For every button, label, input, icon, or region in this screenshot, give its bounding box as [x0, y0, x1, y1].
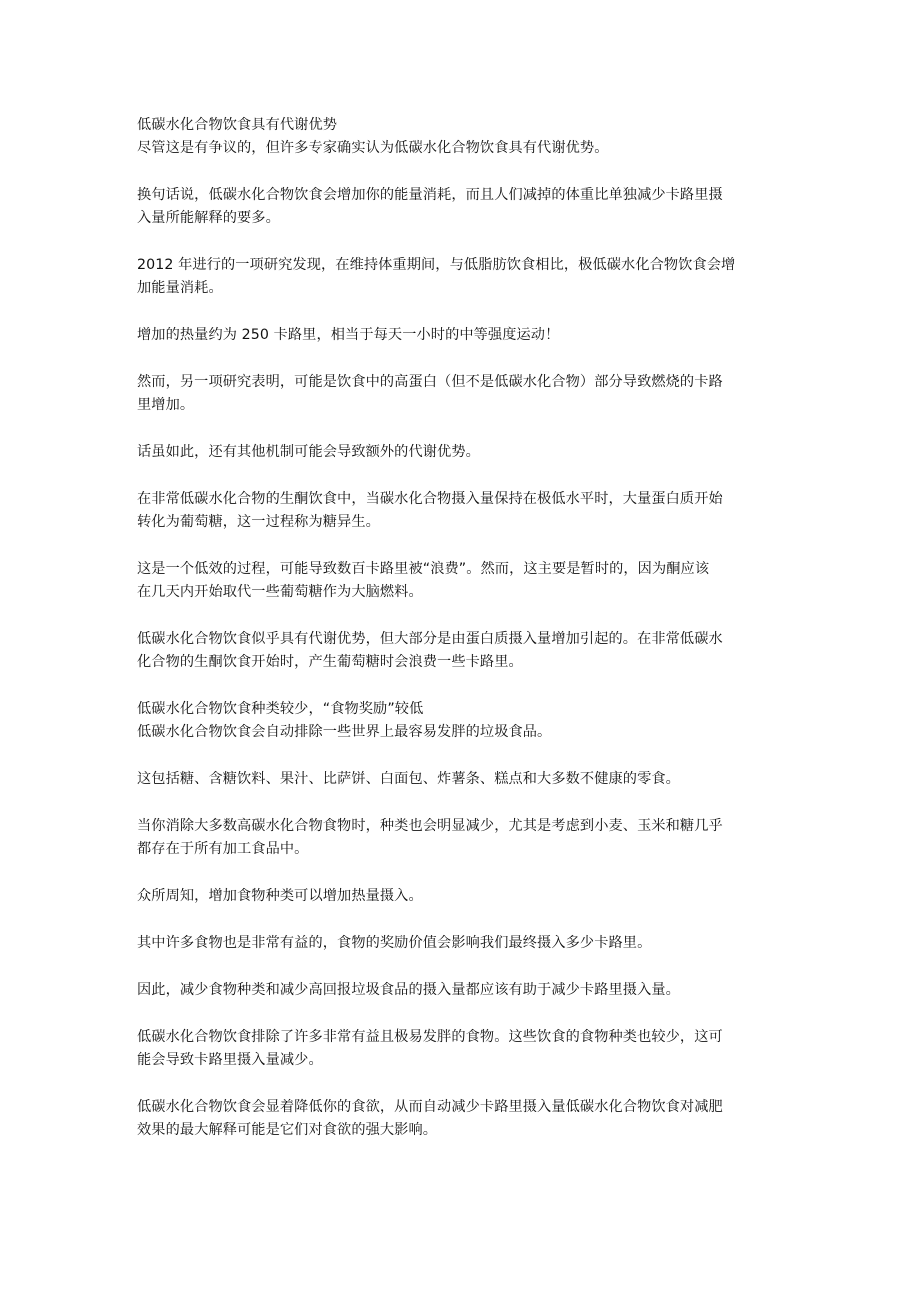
- paragraph: [137, 184, 787, 230]
- paragraph: [137, 558, 787, 604]
- paragraph: [137, 768, 787, 791]
- paragraph: [137, 932, 787, 955]
- text-line: 话虽如此，还有其他机制可能会导致额外的代谢优势。: [137, 444, 480, 460]
- text-line: 在几天内开始取代一些葡萄糖作为大脑燃料。: [137, 584, 423, 600]
- paragraph: [137, 114, 787, 160]
- document-body: [137, 114, 787, 1166]
- paragraph: [137, 979, 787, 1002]
- paragraph: [137, 815, 787, 861]
- text-line: 2012 年进行的一项研究发现，在维持体重期间，与低脂肪饮食相比，极低碳水化合物饮食会增: [137, 257, 736, 273]
- text-line: 当你消除大多数高碳水化合物食物时，种类也会明显减少，尤其是考虑到小麦、玉米和糖几乎: [137, 818, 723, 834]
- text-line: 因此，减少食物种类和减少高回报垃圾食品的摄入量都应该有助于减少卡路里摄入量。: [137, 982, 680, 998]
- paragraph: [137, 441, 787, 464]
- text-line: 效果的最大解释可能是它们对食欲的强大影响。: [137, 1122, 438, 1138]
- text-line: 这是一个低效的过程，可能导致数百卡路里被“浪费”。然而，这主要是暂时的，因为酮应该: [137, 561, 710, 577]
- paragraph: [137, 885, 787, 908]
- paragraph: [137, 324, 787, 347]
- paragraph: [137, 628, 787, 674]
- text-line: 转化为葡萄糖，这一过程称为糖异生。: [137, 514, 380, 530]
- text-line: 低碳水化合物饮食似乎具有代谢优势，但大部分是由蛋白质摄入量增加引起的。在非常低碳水: [137, 631, 723, 647]
- text-line: 其中许多食物也是非常有益的，食物的奖励价值会影响我们最终摄入多少卡路里。: [137, 935, 652, 951]
- text-line: 这包括糖、含糖饮料、果汁、比萨饼、白面包、炸薯条、糕点和大多数不健康的零食。: [137, 771, 680, 787]
- text-line: 都存在于所有加工食品中。: [137, 841, 309, 857]
- paragraph: [137, 698, 787, 744]
- text-line: 然而，另一项研究表明，可能是饮食中的高蛋白（但不是低碳水化合物）部分导致燃烧的卡路: [137, 374, 723, 390]
- text-line: 加能量消耗。: [137, 280, 223, 296]
- paragraph: [137, 371, 787, 417]
- text-line: 里增加。: [137, 397, 195, 413]
- paragraph: [137, 1026, 787, 1072]
- section-heading: 低碳水化合物饮食种类较少，“食物奖励”较低: [137, 701, 424, 717]
- text-line: 低碳水化合物饮食会自动排除一些世界上最容易发胖的垃圾食品。: [137, 724, 552, 740]
- text-line: 尽管这是有争议的，但许多专家确实认为低碳水化合物饮食具有代谢优势。: [137, 140, 609, 156]
- text-line: 增加的热量约为 250 卡路里，相当于每天一小时的中等强度运动！: [137, 327, 560, 343]
- section-heading: 低碳水化合物饮食具有代谢优势: [137, 117, 338, 133]
- text-line: 能会导致卡路里摄入量减少。: [137, 1052, 323, 1068]
- text-line: 化合物的生酮饮食开始时，产生葡萄糖时会浪费一些卡路里。: [137, 654, 523, 670]
- text-line: 在非常低碳水化合物的生酮饮食中，当碳水化合物摄入量保持在极低水平时，大量蛋白质开始: [137, 491, 723, 507]
- paragraph: [137, 1096, 787, 1142]
- text-line: 低碳水化合物饮食会显着降低你的食欲，从而自动减少卡路里摄入量低碳水化合物饮食对减肥: [137, 1099, 723, 1115]
- text-line: 众所周知，增加食物种类可以增加热量摄入。: [137, 888, 423, 904]
- text-line: 入量所能解释的要多。: [137, 210, 280, 226]
- text-line: 换句话说，低碳水化合物饮食会增加你的能量消耗，而且人们减掉的体重比单独减少卡路里摄: [137, 187, 723, 203]
- text-line: 低碳水化合物饮食排除了许多非常有益且极易发胖的食物。这些饮食的食物种类也较少，这可: [137, 1029, 723, 1045]
- paragraph: [137, 254, 787, 300]
- paragraph: [137, 488, 787, 534]
